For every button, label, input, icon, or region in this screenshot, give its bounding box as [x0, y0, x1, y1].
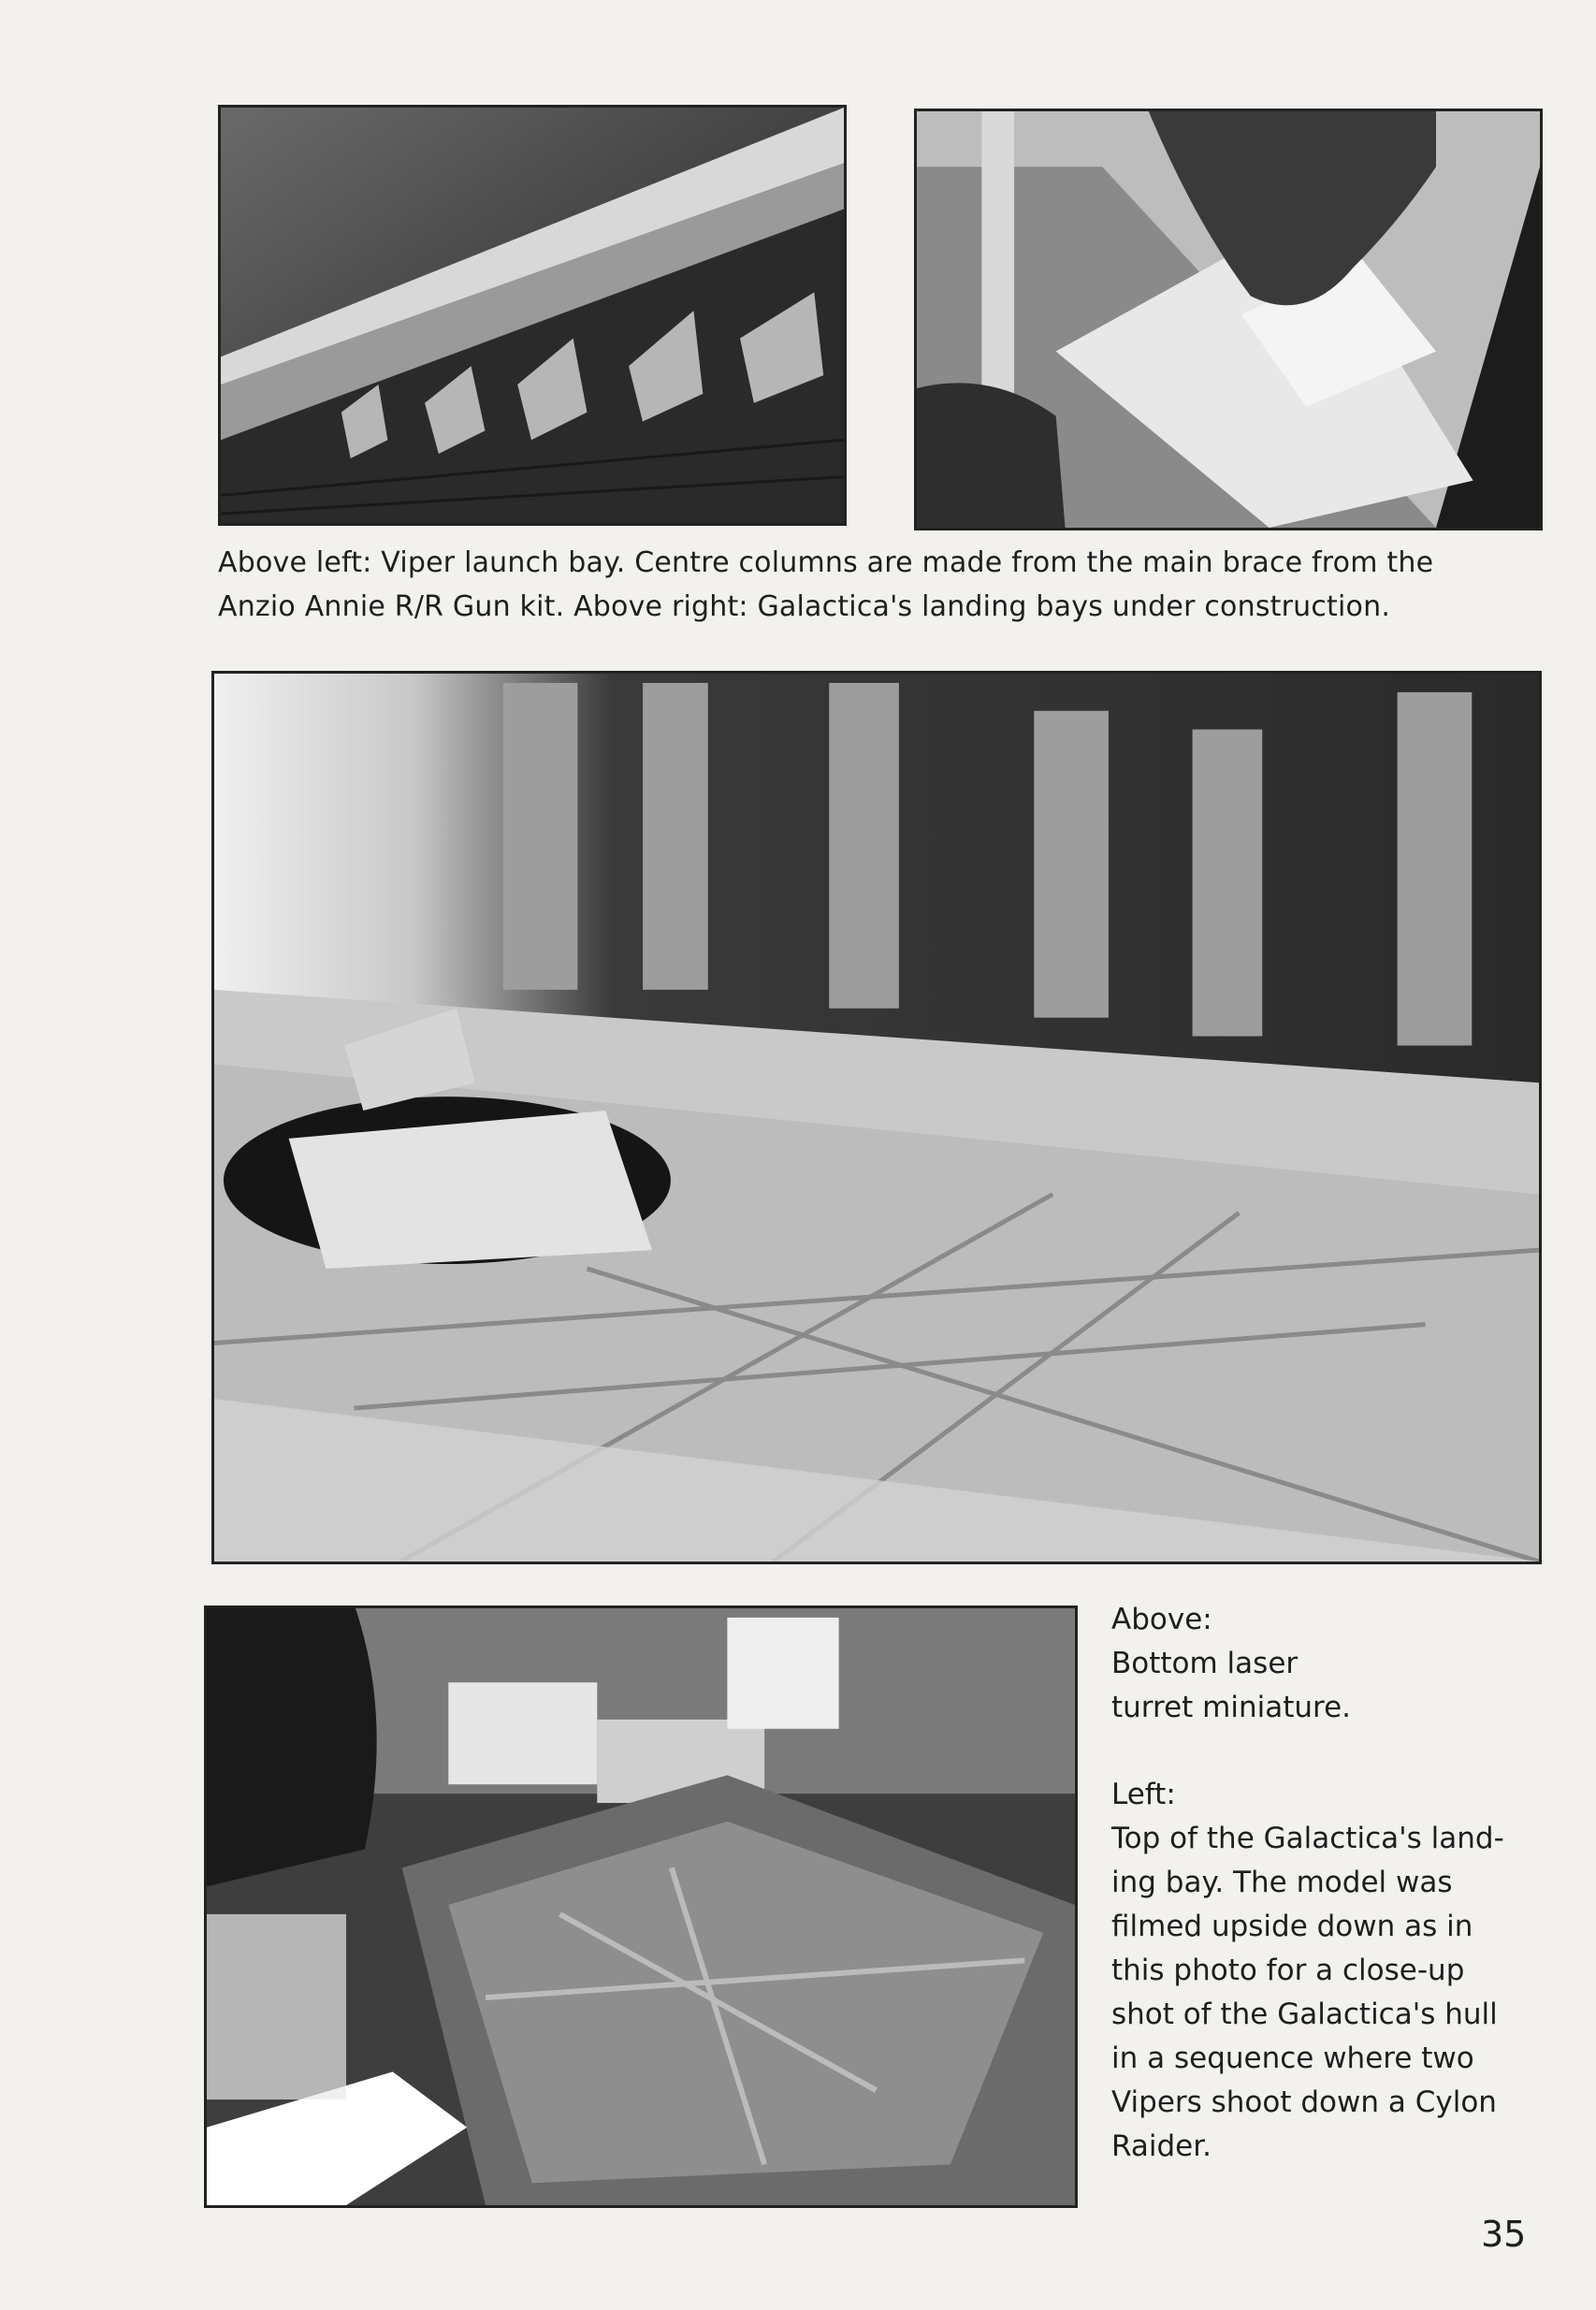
side-caption [1111, 1598, 1560, 2169]
above-line-2: turret miniature. [1111, 1691, 1352, 1724]
viper-launch-bay-image [221, 108, 844, 523]
photo-bottom-laser-turret [211, 671, 1542, 1564]
above-heading: Above: [1111, 1603, 1212, 1636]
photo-landing-bays-construction [914, 109, 1543, 530]
above-line-1: Bottom laser [1111, 1647, 1299, 1680]
left-line-1: Top of the Galactica's land- [1111, 1822, 1504, 1855]
landing-bay-top-image [207, 1608, 1075, 2205]
page-number: 35 [1481, 2214, 1527, 2255]
left-line-3: filmed upside down as in [1111, 1910, 1473, 1943]
photo-viper-launch-bay [218, 105, 847, 526]
top-caption-line-2: Anzio Annie R/R Gun kit. Above right: Galactica's landing bays under construction. [218, 590, 1391, 623]
photo-landing-bay-top [204, 1605, 1078, 2208]
left-heading: Left: [1111, 1778, 1176, 1811]
left-line-8: Raider. [1111, 2129, 1212, 2163]
top-caption [218, 541, 1556, 629]
landing-bays-construction-image [917, 111, 1540, 528]
top-caption-line-1: Above left: Viper launch bay. Centre columns are made from the main brace from the [218, 546, 1434, 579]
left-line-4: this photo for a close-up [1111, 1954, 1465, 1987]
left-line-2: ing bay. The model was [1111, 1866, 1453, 1899]
left-line-6: in a sequence where two [1111, 2041, 1474, 2075]
left-line-5: shot of the Galactica's hull [1111, 1998, 1498, 2031]
left-line-7: Vipers shoot down a Cylon [1111, 2085, 1497, 2119]
bottom-laser-turret-image [214, 674, 1539, 1562]
